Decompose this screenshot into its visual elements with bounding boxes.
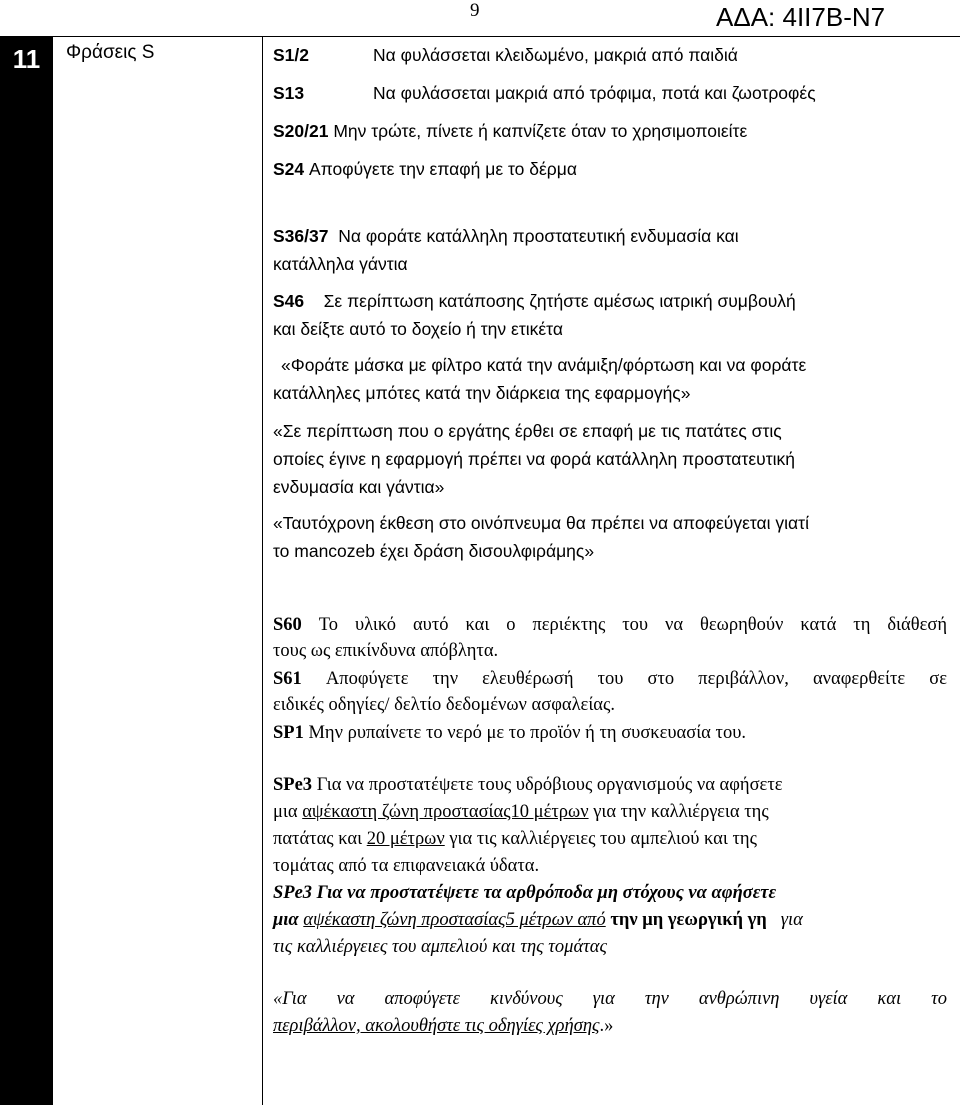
underlined-text: αψέκαστη ζώνη προστασίας10 μέτρων (302, 802, 589, 822)
phrase-text: Σε περίπτωση κατάποσης ζητήστε αμέσως ιατρική συμβουλή (323, 291, 796, 311)
phrase-text: ειδικές οδηγίες/ δελτίο δεδομένων ασφαλείας. (273, 695, 615, 715)
spe3-water-line-4: τομάτας από τα επιφανειακά ύδατα. (273, 856, 540, 876)
phrase-code: SP1 (273, 723, 304, 743)
phrase-code: S61 (273, 669, 302, 689)
phrase-code: SPe3 (273, 775, 313, 795)
spe3-water-line-3 (273, 826, 757, 852)
phrase-sp1 (273, 720, 746, 746)
phrase-s60 (273, 612, 947, 638)
text-fragment: πατάτας και (273, 829, 363, 849)
phrase-s13 (273, 80, 304, 106)
text-fragment: μια (273, 802, 298, 822)
phrase-text: κατάλληλα γάντια (273, 254, 408, 274)
phrase-s12 (273, 42, 309, 68)
underlined-text: 20 μέτρων (366, 829, 445, 849)
mask-line-1: «Φοράτε μάσκα με φίλτρο κατά την ανάμιξη/φόρτωση και να φοράτε (281, 355, 807, 375)
phrases-cell (263, 36, 960, 1105)
phrase-text: Αποφύγετε την ελευθέρωσή του στο περιβάλλον, αναφερθείτε σε (325, 669, 948, 689)
page-number: 9 (470, 0, 480, 21)
underlined-text: περιβάλλον, ακολουθήστε τις οδηγίες χρήσης (273, 1016, 600, 1036)
bold-text: την μη γεωργική γη (610, 910, 767, 930)
bold-text: μια (273, 910, 299, 930)
text-fragment: για τις καλλιέργειες του αμπελιού και της (449, 829, 757, 849)
phrase-spe3-arthropods (273, 880, 776, 906)
phrase-code: S46 (273, 291, 305, 311)
phrase-text: Να φυλάσσεται μακριά από τρόφιμα, ποτά και ζωοτροφές (373, 83, 816, 103)
spe3-arthro-line-3: τις καλλιέργειες του αμπελιού και της τομάτας (273, 937, 608, 957)
text-fragment: για την καλλιέργεια της (593, 802, 769, 822)
alcohol-line-1: «Ταυτόχρονη έκθεση στο οινόπνευμα θα πρέπει να αποφεύγεται γιατί (273, 513, 809, 533)
phrase-text: Για να προστατέψετε τους υδρόβιους οργανισμούς να αφήσετε (316, 775, 783, 795)
ada-code: ΑΔΑ: 4ΙΙ7Β-Ν7 (716, 2, 886, 32)
phrase-code: S60 (273, 615, 302, 635)
mask-line-2: κατάλληλες μπότες κατά την διάρκεια της εφαρμογής» (273, 383, 691, 403)
row-number: 11 (12, 44, 41, 74)
phrase-text: Το υλικό αυτό και ο περιέκτης του να θεωρηθούν κατά τη διάθεσή (318, 615, 947, 635)
phrase-s61 (273, 666, 947, 692)
text-fragment: .» (599, 1016, 614, 1036)
phrase-s24 (273, 156, 577, 182)
spe3-water-line-2 (273, 799, 769, 825)
contact-line-2: οποίες έγινε η εφαρμογή πρέπει να φορά κατάλληλη προστατευτική (273, 449, 795, 469)
phrase-text: Να φυλάσσεται κλειδωμένο, μακριά από παιδιά (373, 45, 738, 65)
contact-line-3: ενδυμασία και γάντια» (273, 477, 445, 497)
phrase-code: S20/21 (273, 121, 329, 141)
phrase-code: S36/37 (273, 226, 329, 246)
row-number-cell (0, 36, 53, 1105)
phrase-code: S1/2 (273, 45, 309, 65)
phrase-spe3-water (273, 772, 783, 798)
text-fragment: για (780, 910, 803, 930)
underlined-text: αψέκαστη ζώνη προστασίας5 μέτρων από (303, 910, 606, 930)
spe3-arthro-line-2 (273, 907, 803, 933)
bold-text: SPe3 Για να προστατέψετε τα αρθρόποδα μη στόχους να αφήσετε (273, 883, 777, 903)
phrase-text: Μην τρώτε, πίνετε ή καπνίζετε όταν το χρησιμοποιείτε (333, 121, 748, 141)
phrase-s2021 (273, 118, 747, 144)
phrase-code: S24 (273, 159, 305, 179)
row-label: Φράσεις S (66, 42, 155, 63)
final-line-1: «Για να αποφύγετε κινδύνους για την ανθρώπινη υγεία και το (273, 989, 947, 1009)
phrase-text: Αποφύγετε την επαφή με το δέρμα (309, 159, 577, 179)
phrase-s3637 (273, 223, 739, 249)
phrase-text: τους ως επικίνδυνα απόβλητα. (273, 641, 499, 661)
final-line-2 (273, 1013, 613, 1039)
phrase-text: και δείξτε αυτό το δοχείο ή την ετικέτα (273, 319, 563, 339)
phrase-text: Μην ρυπαίνετε το νερό με το προϊόν ή τη συσκευασία του. (308, 723, 746, 743)
contact-line-1: «Σε περίπτωση που ο εργάτης έρθει σε επαφή με τις πατάτες στις (273, 421, 782, 441)
phrase-s46 (273, 288, 796, 314)
alcohol-line-2: το mancozeb έχει δράση δισουλφιράμης» (273, 541, 595, 561)
phrase-text: Να φοράτε κατάλληλη προστατευτική ενδυμασία και (338, 226, 739, 246)
phrase-code: S13 (273, 83, 305, 103)
